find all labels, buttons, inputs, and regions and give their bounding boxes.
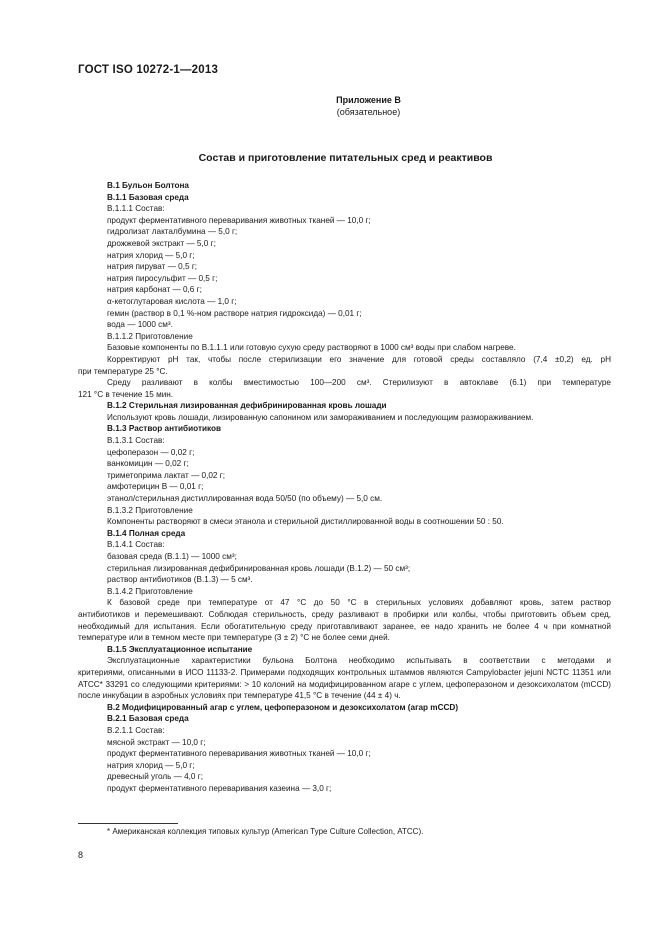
text-line: Используют кровь лошади, лизированную сапонином или замораживанием и последующим размораживанием. (107, 412, 534, 422)
text-line: при температуре 25 °С. (78, 366, 168, 376)
section-heading: В.1.1 Базовая среда (107, 192, 189, 202)
text-line: базовая среда (В.1.1) — 1000 см³; (107, 552, 237, 561)
text-line: продукт ферментативного переваривания казеина — 3,0 г; (107, 783, 332, 793)
document-body (78, 180, 611, 794)
text-line: 121 °С в течение 15 мин. (78, 389, 174, 399)
text-line: критериями, описанными в ИСО 11133-2. Примерами подходящих контрольных штаммов являются Campylobacter jejuni NCTC 11351 или АТСС* 33291 со следующими критериями: > 10 колоний на модифицированном агаре с углем, цефоперазоном и дезоксихолатом (mCCD) после инкубации в аэробных условиях при температуре 41,5 °С в течение (44 ± 4) ч. (78, 667, 611, 701)
text-line: этанол/стерильная дистиллированная вода 50/50 (по объему) — 5,0 см. (107, 494, 383, 504)
text-line: В.1.1.1 Состав: (107, 204, 165, 214)
text-line: амфотерицин В — 0,01 г; (107, 482, 204, 492)
text-line: натрия карбонат — 0,6 г; (107, 285, 202, 295)
text-line: Базовые компоненты по В.1.1.1 или готовую сухую среду растворяют в 1000 см³ воды при слабом нагреве. (107, 343, 516, 353)
annex-status: (обязательное) (336, 107, 401, 117)
text-line: В.1.4.1 Состав: (107, 540, 165, 550)
text-line: продукт ферментативного переваривания животных тканей — 10,0 г; (107, 749, 371, 759)
document-header: ГОСТ ISO 10272-1—2013 (78, 64, 219, 76)
text-line: антибиотиков и перемешивают. Соблюдая стерильность, среду разливают в пробирки или колбы, чтобы приготовить объем сред, необходимый для испытания. Если обогатительную среду приготавливают заранее, ее надо хранить не более 4 ч при комнатной температуре или в темном месте при температуре (3 ± 2) °С не более семи дней. (78, 609, 611, 643)
text-line: α-кетоглутаровая кислота — 1,0 г; (107, 296, 237, 306)
section-heading: В.2.1 Базовая среда (107, 714, 189, 724)
text-line: триметоприма лактат — 0,02 г; (107, 470, 226, 480)
text-line: Компоненты растворяют в смеси этанола и стерильной дистиллированной воды в соотношении 50 : 50. (107, 517, 504, 527)
section-heading: В.1.3 Раствор антибиотиков (107, 424, 222, 434)
section-heading: В.1 Бульон Болтона (107, 181, 189, 190)
footnote: * Американская коллекция типовых культур (American Type Culture Collection, АТСС). (107, 827, 424, 836)
text-line: В.1.1.2 Приготовление (107, 331, 193, 341)
text-line: гемин (раствор в 0,1 %-ном растворе натрия гидроксида) — 0,01 г; (107, 308, 362, 318)
section-heading: В.2 Модифицированный агар с углем, цефоперазоном и дезоксихолатом (агар mCCD) (107, 702, 459, 712)
text-line: гидролизат лакталбумина — 5,0 г; (107, 227, 238, 237)
text-line: натрия хлорид — 5,0 г; (107, 250, 195, 260)
section-heading: В.1.4 Полная среда (107, 528, 186, 538)
section-heading: В.1.2 Стерильная лизированная дефибринированная кровь лошади (107, 401, 387, 411)
text-line: вода — 1000 см³. (107, 320, 173, 330)
section-heading: В.1.5 Эксплуатационное испытание (107, 644, 253, 654)
text-line: древесный уголь — 4,0 г; (107, 772, 204, 782)
text-line: мясной экстракт — 10,0 г; (107, 737, 206, 747)
text-line: стерильная лизированная дефибринированная кровь лошади (В.1.2) — 50 см³; (107, 563, 411, 573)
text-line: натрия хлорид — 5,0 г; (107, 760, 195, 770)
footnote-rule (78, 823, 178, 824)
section-title: Состав и приготовление питательных сред и реактивов (198, 152, 493, 164)
text-line: В.1.4.2 Приготовление (107, 586, 193, 596)
text-line: дрожжевой экстракт — 5,0 г; (107, 238, 216, 248)
text-line: В.2.1.1 Состав: (107, 725, 165, 735)
text-line: раствор антибиотиков (В.1.3) — 5 см³. (107, 575, 253, 585)
text-line: Корректируют pH так, чтобы после стерилизации его значение для готовой среды составляло (7,4 ±0,2) ед. pH (107, 354, 611, 364)
text-line: В.1.3.2 Приготовление (107, 505, 193, 515)
annex-title: Приложение В (336, 95, 401, 105)
text-line: Среду разливают в колбы вместимостью 100—200 см³. Стерилизуют в автоклаве (6.1) при температуре (107, 378, 611, 388)
text-line: продукт ферментативного переваривания животных тканей — 10,0 г; (107, 215, 371, 225)
text-line: В.1.3.1 Состав: (107, 436, 165, 446)
text-line: К базовой среде при температуре от 47 °С до 50 °С в стерильных условиях добавляют кровь, затем раствор (107, 598, 611, 608)
text-line: ванкомицин — 0,02 г; (107, 459, 189, 469)
text-line: натрия пиросульфит — 0,5 г; (107, 273, 218, 283)
text-line: Эксплуатационные характеристики бульона Болтона необходимо испытывать в соответствии с методами и (107, 656, 611, 666)
page-number: 8 (78, 850, 84, 860)
text-line: натрия пируват — 0,5 г; (107, 262, 198, 272)
text-line: цефоперазон — 0,02 г; (107, 447, 195, 457)
